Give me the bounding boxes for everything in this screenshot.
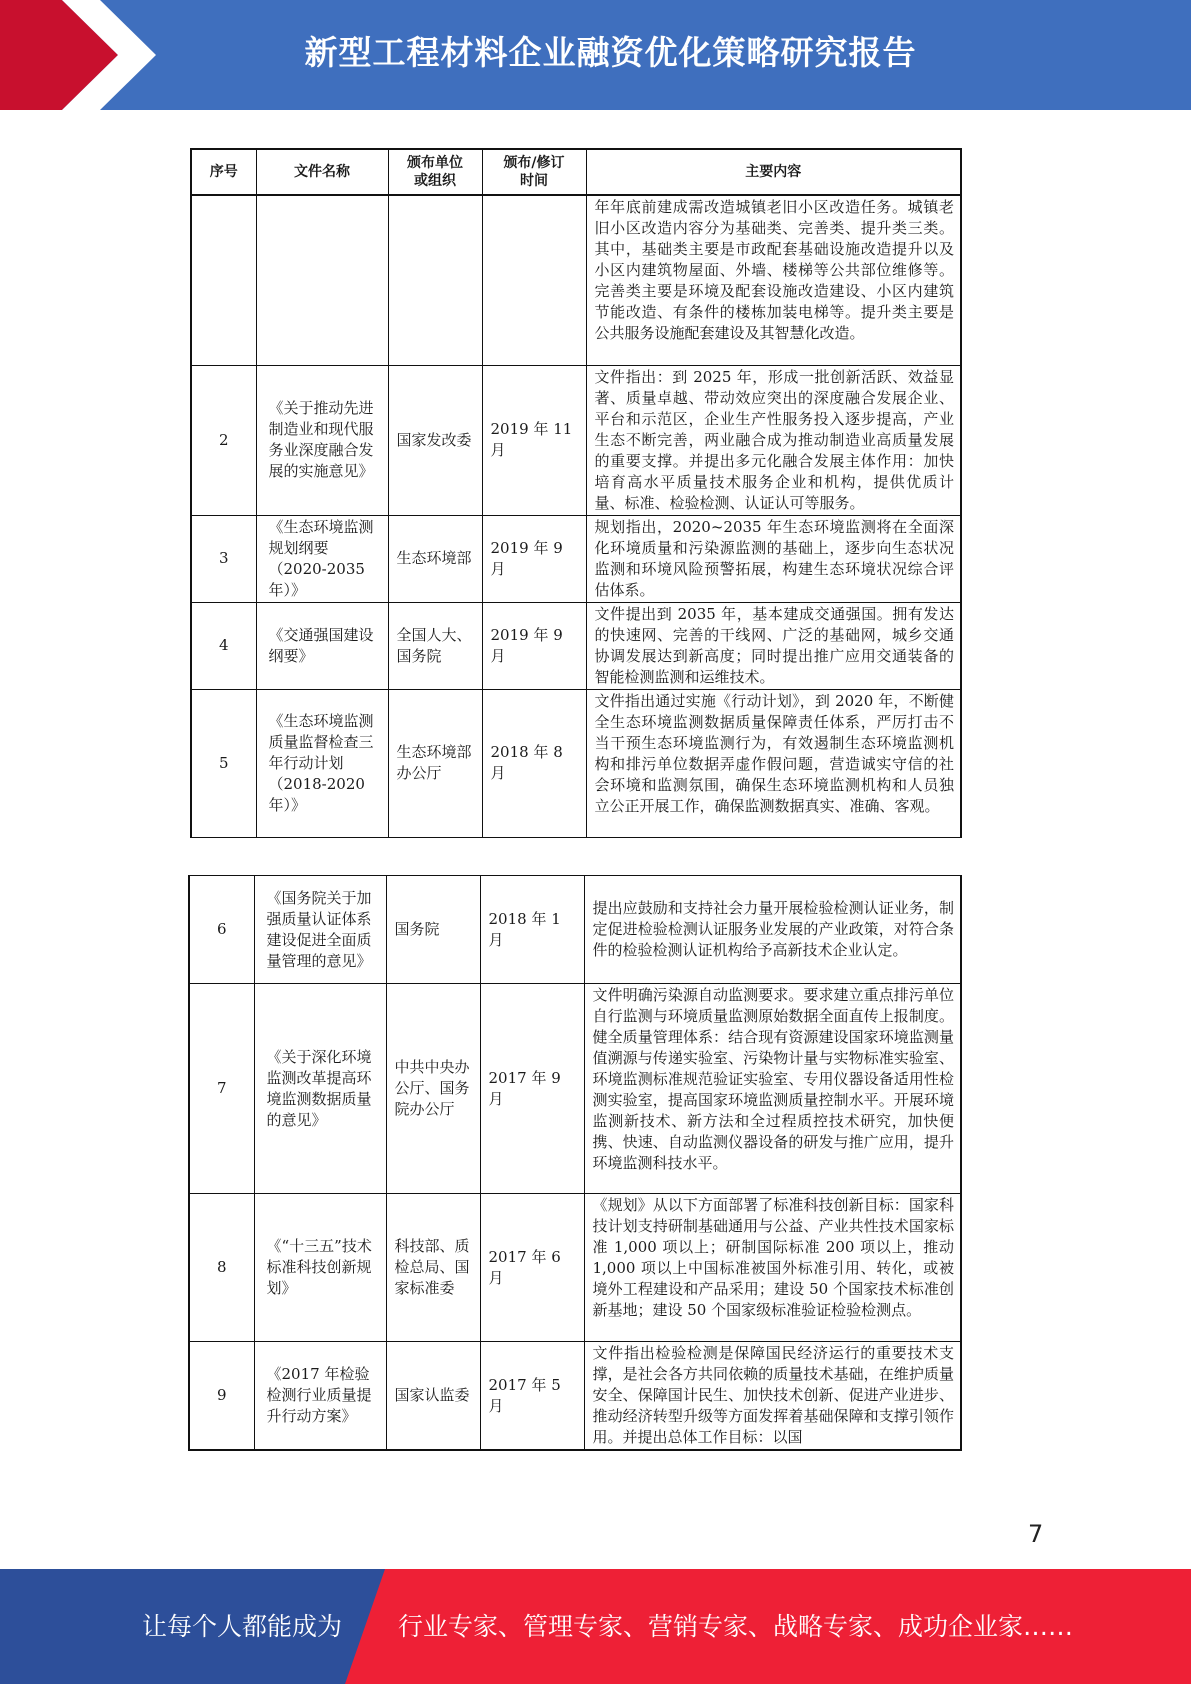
table-row <box>191 689 961 837</box>
cell-name <box>256 195 388 365</box>
table-row <box>189 984 961 1194</box>
header-issuer: 颁布单位 或组织 <box>388 149 482 195</box>
cell-no: 3 <box>191 515 256 602</box>
cell-issuer: 生态环境部 <box>388 515 482 602</box>
cell-issuer: 国家认监委 <box>386 1342 480 1451</box>
cell-name: 《关于深化环境监测改革提高环境监测数据质量的意见》 <box>254 984 386 1194</box>
header-no: 序号 <box>191 149 256 195</box>
cell-date: 2018 年 8 月 <box>482 689 586 837</box>
cell-no: 9 <box>189 1342 254 1451</box>
cell-issuer: 科技部、质检总局、国家标准委 <box>386 1194 480 1342</box>
cell-content: 文件指出检验检测是保障国民经济运行的重要技术支撑，是社会各方共同依赖的质量技术基础，在维护质量安全、保障国计民生、加快技术创新、促进产业进步、推动经济转型升级等方面发挥着基础保障和支撑引领作用。并提出总体工作目标：以国 <box>584 1342 961 1451</box>
cell-no <box>191 195 256 365</box>
cell-issuer: 国务院 <box>386 876 480 984</box>
cell-date <box>482 195 586 365</box>
table-row <box>189 1194 961 1342</box>
cell-name: 《生态环境监测规划纲要（2020-2035 年）》 <box>256 515 388 602</box>
table-row <box>191 515 961 602</box>
cell-content: 文件指出：到 2025 年，形成一批创新活跃、效益显著、质量卓越、带动效应突出的深度融合发展企业、平台和示范区，企业生产性服务投入逐步提高，产业生态不断完善，两业融合成为推动制造业高质量发展的重要支撑。并提出多元化融合发展主体作用：加快培育高水平质量技术服务企业和机构，提供优质计量、标准、检验检测、认证认可等服务。 <box>586 365 961 515</box>
cell-no: 4 <box>191 602 256 689</box>
cell-no: 6 <box>189 876 254 984</box>
cell-content: 年年底前建成需改造城镇老旧小区改造任务。城镇老旧小区改造内容分为基础类、完善类、提升类三类。其中，基础类主要是市政配套基础设施改造提升以及小区内建筑物屋面、外墙、楼梯等公共部位维修等。完善类主要是环境及配套设施改造建设、小区内建筑节能改造、有条件的楼栋加装电梯等。提升类主要是公共服务设施配套建设及其智慧化改造。 <box>586 195 961 365</box>
header-date: 颁布/修订 时间 <box>482 149 586 195</box>
cell-content: 提出应鼓励和支持社会力量开展检验检测认证业务，制定促进检验检测认证服务业发展的产业政策，对符合条件的检验检测认证机构给予高新技术企业认定。 <box>584 876 961 984</box>
cell-content: 文件提出到 2035 年，基本建成交通强国。拥有发达的快速网、完善的干线网、广泛的基础网，城乡交通协调发展达到新高度；同时提出推广应用交通装备的智能检测监测和运维技术。 <box>586 602 961 689</box>
header-content: 主要内容 <box>586 149 961 195</box>
page-footer <box>0 1569 1191 1684</box>
table-row <box>191 365 961 515</box>
cell-name: 《关于推动先进制造业和现代服务业深度融合发展的实施意见》 <box>256 365 388 515</box>
cell-content: 《规划》从以下方面部署了标准科技创新目标：国家科技计划支持研制基础通用与公益、产业共性技术国家标准 1,000 项以上；研制国际标准 200 项以上，推动 1,000 项以上中国标准被国外标准引用、转化，或被境外工程建设和产品采用；建设 50 个国家技术标准创新基地；建设 50 个国家级标准验证检验检测点。 <box>584 1194 961 1342</box>
cell-name: 《2017 年检验检测行业质量提升行动方案》 <box>254 1342 386 1451</box>
cell-issuer: 中共中央办公厅、国务院办公厅 <box>386 984 480 1194</box>
cell-date: 2017 年 6 月 <box>480 1194 584 1342</box>
cell-issuer <box>388 195 482 365</box>
table-row <box>189 876 961 984</box>
cell-content: 规划指出，2020~2035 年生态环境监测将在全面深化环境质量和污染源监测的基础上，逐步向生态状况监测和环境风险预警拓展，构建生态环境状况综合评估体系。 <box>586 515 961 602</box>
cell-date: 2017 年 5 月 <box>480 1342 584 1451</box>
page-header <box>0 0 1191 110</box>
cell-date: 2017 年 9 月 <box>480 984 584 1194</box>
cell-name: 《国务院关于加强质量认证体系建设促进全面质量管理的意见》 <box>254 876 386 984</box>
footer-slogan-left: 让每个人都能成为 <box>142 1612 343 1641</box>
cell-no: 2 <box>191 365 256 515</box>
cell-name: 《“十三五”技术标准科技创新规划》 <box>254 1194 386 1342</box>
table-row <box>191 602 961 689</box>
cell-issuer: 全国人大、国务院 <box>388 602 482 689</box>
cell-content: 文件明确污染源自动监测要求。要求建立重点排污单位自行监测与环境质量监测原始数据全面直传上报制度。健全质量管理体系：结合现有资源建设国家环境监测量值溯源与传递实验室、污染物计量与实物标准实验室、环境监测标准规范验证实验室、专用仪器设备适用性检测实验室，提高国家环境监测质量控制水平。开展环境监测新技术、新方法和全过程质控技术研究，加快便携、快速、自动监测仪器设备的研发与推广应用，提升环境监测科技水平。 <box>584 984 961 1194</box>
policy-table-part-1 <box>190 148 962 838</box>
cell-no: 7 <box>189 984 254 1194</box>
table-row-continued <box>191 195 961 365</box>
cell-name: 《交通强国建设纲要》 <box>256 602 388 689</box>
cell-issuer: 国家发改委 <box>388 365 482 515</box>
cell-date: 2019 年 9 月 <box>482 515 586 602</box>
cell-date: 2019 年 11 月 <box>482 365 586 515</box>
cell-date: 2019 年 9 月 <box>482 602 586 689</box>
cell-issuer: 生态环境部办公厅 <box>388 689 482 837</box>
cell-name: 《生态环境监测质量监督检查三年行动计划（2018-2020 年）》 <box>256 689 388 837</box>
cell-no: 5 <box>191 689 256 837</box>
table-header-row <box>191 149 961 195</box>
cell-content: 文件指出通过实施《行动计划》，到 2020 年，不断健全生态环境监测数据质量保障责任体系，严厉打击不当干预生态环境监测行为，有效遏制生态环境监测机构和排污单位数据弄虚作假问题，营造诚实守信的社会环境和监测氛围，确保生态环境监测机构和人员独立公正开展工作，确保监测数据真实、准确、客观。 <box>586 689 961 837</box>
policy-table-part-2 <box>188 875 962 1451</box>
table-row <box>189 1342 961 1451</box>
page-number: 7 <box>1028 1520 1044 1548</box>
cell-no: 8 <box>189 1194 254 1342</box>
cell-date: 2018 年 1 月 <box>480 876 584 984</box>
footer-slogan-right: 行业专家、管理专家、营销专家、战略专家、成功企业家…… <box>398 1612 1074 1641</box>
report-title: 新型工程材料企业融资优化策略研究报告 <box>304 33 917 72</box>
header-name: 文件名称 <box>256 149 388 195</box>
